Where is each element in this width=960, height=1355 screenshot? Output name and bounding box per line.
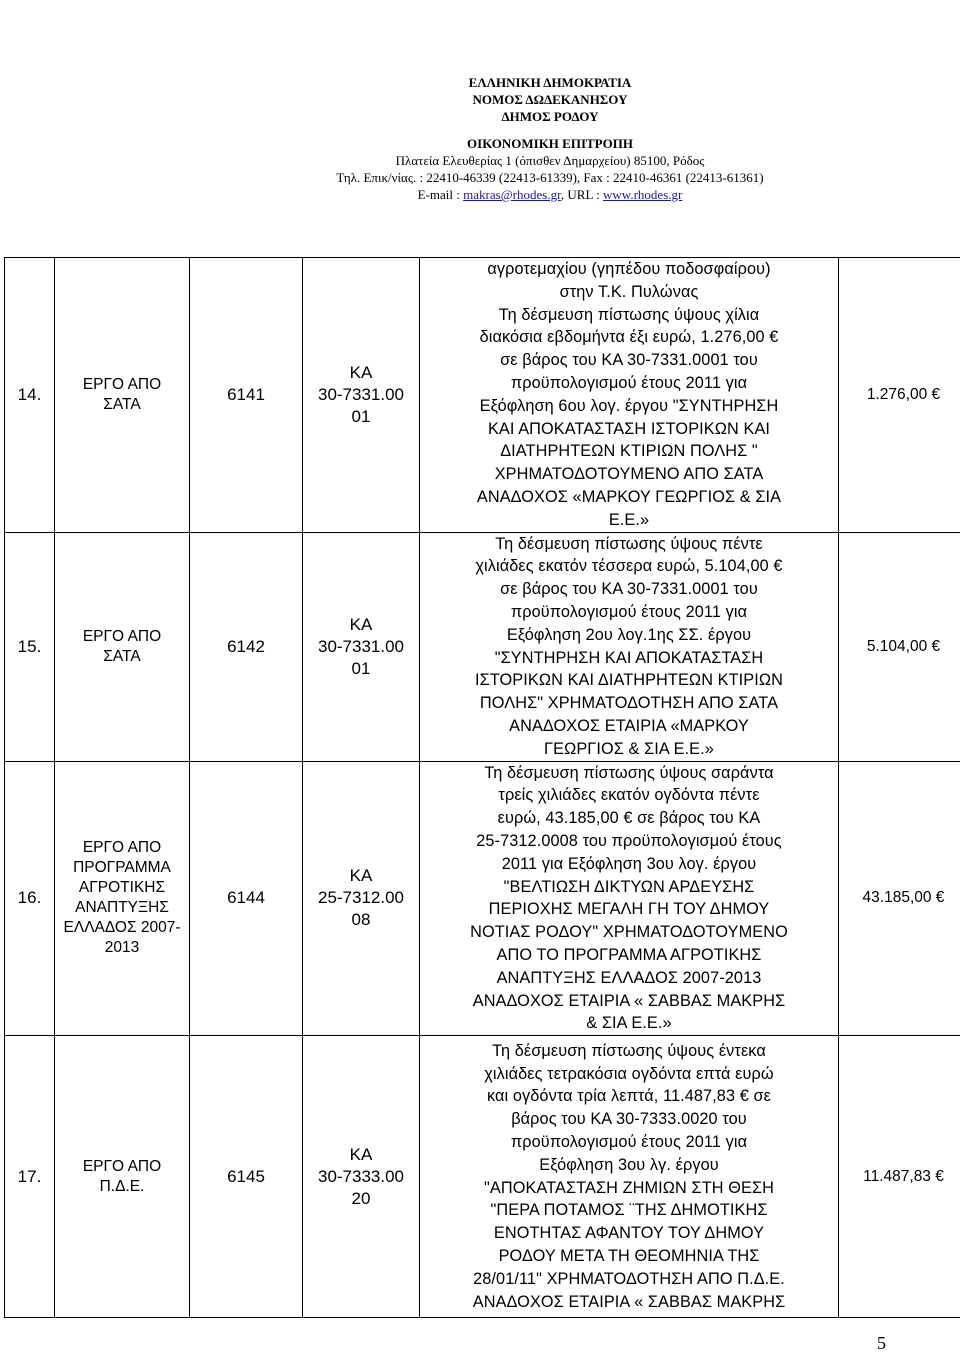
description-line: "ΒΕΛΤΙΩΣΗ ΔΙΚΤΥΩΝ ΑΡΔΕΥΣΗΣ bbox=[503, 877, 755, 896]
funding-source-line: ΑΓΡΟΤΙΚΗΣ bbox=[78, 879, 166, 897]
description-line: ΙΣΤΟΡΙΚΩΝ ΚΑΙ ΔΙΑΤΗΡΗΤΕΩΝ ΚΤΙΡΙΩΝ bbox=[474, 671, 784, 690]
description-line: Τη δέσμευση πίστωσης ύψους σαράντα bbox=[484, 763, 774, 782]
description-line: 28/01/11" ΧΡΗΜΑΤΟΔΟΤΗΣΗ ΑΠΟ Π.Δ.Ε. bbox=[473, 1269, 785, 1288]
description-line: τρείς χιλιάδες εκατόν ογδόντα πέντε bbox=[498, 786, 760, 805]
description-line: ΔΙΑΤΗΡΗΤΕΩΝ ΚΤΙΡΙΩΝ ΠΟΛΗΣ " bbox=[500, 442, 758, 461]
description-line: ΧΡΗΜΑΤΟΔΟΤΟΥΜΕΝΟ ΑΠΟ ΣΑΤΑ bbox=[494, 465, 764, 484]
budget-code-line: 30-7333.00 bbox=[317, 1166, 405, 1186]
row-number-text: 17. bbox=[17, 1166, 42, 1186]
budget-code bbox=[303, 761, 420, 1036]
description-line: ΠΟΛΗΣ" ΧΡΗΜΑΤΟΔΟΤΗΣΗ ΑΠΟ ΣΑΤΑ bbox=[479, 694, 779, 713]
amount bbox=[839, 1036, 960, 1318]
document-header bbox=[300, 74, 800, 203]
funding-source-line: ΕΡΓΟ ΑΠΟ bbox=[82, 839, 162, 857]
row-number bbox=[5, 532, 55, 761]
description-line: ΕΝΟΤΗΤΑΣ ΑΦΑΝΤΟΥ ΤΟΥ ΔΗΜΟΥ bbox=[493, 1224, 765, 1243]
description bbox=[420, 532, 839, 761]
funding-source-line: ΣΑΤΑ bbox=[103, 395, 141, 413]
funding-source-line: Π.Δ.Ε. bbox=[99, 1177, 145, 1195]
row-number-text: 14. bbox=[17, 384, 42, 404]
url-link[interactable]: www.rhodes.gr bbox=[603, 187, 683, 202]
budget-code-line: 30-7331.00 bbox=[317, 636, 405, 656]
budget-code-line: 08 bbox=[351, 910, 371, 930]
description-line: Τη δέσμευση πίστωσης ύψους έντεκα bbox=[492, 1041, 766, 1060]
budget-code-line: 30-7331.00 bbox=[317, 384, 405, 404]
description-line: ΑΝΑΔΟΧΟΣ ΕΤΑΙΡΙΑ «ΜΑΡΚΟΥ bbox=[509, 716, 749, 735]
record-code-text: 6145 bbox=[227, 1166, 265, 1186]
funding-source-line: ΕΡΓΟ ΑΠΟ bbox=[82, 1157, 162, 1175]
url-label: , URL : bbox=[560, 187, 604, 202]
description-line: "ΑΠΟΚΑΤΑΣΤΑΣΗ ΖΗΜΙΩΝ ΣΤΗ ΘΕΣΗ bbox=[484, 1178, 774, 1197]
funding-source-line: ΣΑΤΑ bbox=[103, 647, 141, 665]
description bbox=[420, 1036, 839, 1318]
phone-line: Τηλ. Επικ/νίας. : 22410-46339 (22413-61339), Fax : 22410-46361 (22413-61361) bbox=[336, 170, 764, 185]
funding-source-line: ΑΝΑΠΤΥΞΗΣ bbox=[75, 899, 169, 917]
org-line-2: ΝΟΜΟΣ ΔΩΔΕΚΑΝΗΣΟΥ bbox=[472, 92, 628, 107]
description-line: ΠΕΡΙΟΧΗΣ ΜΕΓΑΛΗ ΓΗ ΤΟΥ ΔΗΜΟΥ bbox=[488, 900, 770, 919]
org-line-1: ΕΛΛΗΝΙΚΗ ΔΗΜΟΚΡΑΤΙΑ bbox=[468, 75, 632, 90]
row-number bbox=[5, 1036, 55, 1318]
description-line: ΚΑΙ ΑΠΟΚΑΤΑΣΤΑΣΗ ΙΣΤΟΡΙΚΩΝ ΚΑΙ bbox=[487, 419, 771, 438]
description-line: στην Τ.Κ. Πυλώνας bbox=[559, 282, 699, 301]
funding-source bbox=[55, 532, 190, 761]
address-line: Πλατεία Ελευθερίας 1 (όπισθεν Δημαρχείου) 85100, Ρόδος bbox=[395, 153, 705, 168]
description-line: & ΣΙΑ Ε.Ε.» bbox=[586, 1014, 672, 1033]
description-line: ΝΟΤΙΑΣ ΡΟΔΟΥ" ΧΡΗΜΑΤΟΔΟΤΟΥΜΕΝΟ bbox=[470, 923, 788, 942]
description-line: προϋπολογισμού έτους 2011 για bbox=[510, 1133, 748, 1151]
description-line: "ΠΕΡΑ ΠΟΤΑΜΟΣ ¨ΤΗΣ ΔΗΜΟΤΙΚΗΣ bbox=[490, 1201, 768, 1220]
email-label: E-mail : bbox=[417, 187, 464, 202]
amount-text: 5.104,00 € bbox=[866, 637, 941, 655]
description-line: προϋπολογισμού έτους 2011 για bbox=[510, 373, 748, 392]
description-line: σε βάρος του ΚΑ 30-7331.0001 του bbox=[500, 580, 758, 599]
amount bbox=[839, 532, 960, 761]
row-number bbox=[5, 761, 55, 1036]
budget-code-line: ΚΑ bbox=[349, 866, 373, 886]
description-line: Εξόφληση 2ου λογ.1ης ΣΣ. έργου bbox=[506, 625, 752, 644]
budget-code-line: ΚΑ bbox=[349, 1144, 373, 1164]
description-line: 25-7312.0008 του προϋπολογισμού έτους bbox=[476, 831, 782, 850]
email-link[interactable]: makras@rhodes.gr bbox=[463, 187, 561, 202]
record-code bbox=[190, 258, 303, 533]
description-line: Εξόφληση 6ου λογ. έργου "ΣΥΝΤΗΡΗΣΗ bbox=[479, 396, 779, 415]
description-line: ΑΝΑΔΟΧΟΣ ΕΤΑΙΡΙΑ « ΣΑΒΒΑΣ ΜΑΚΡΗΣ bbox=[472, 1292, 786, 1311]
org-line-3: ΔΗΜΟΣ ΡΟΔΟΥ bbox=[501, 109, 599, 124]
amount-text: 43.185,00 € bbox=[862, 889, 945, 907]
description-line: χιλιάδες εκατόν τέσσερα ευρώ, 5.104,00 € bbox=[475, 557, 783, 576]
description bbox=[420, 258, 839, 533]
description-line: χιλιάδες τετρακόσια ογδόντα επτά ευρώ bbox=[484, 1064, 774, 1083]
budget-code-line: 01 bbox=[351, 406, 371, 426]
committee-title: ΟΙΚΟΝΟΜΙΚΗ ΕΠΙΤΡΟΠΗ bbox=[467, 136, 633, 151]
description-line: ευρώ, 43.185,00 € σε βάρος του ΚΑ bbox=[497, 809, 761, 828]
description-line: αγροτεμαχίου (γηπέδου ποδοσφαίρου) bbox=[487, 260, 771, 278]
budget-code-line: ΚΑ bbox=[349, 362, 373, 382]
budget-code bbox=[303, 1036, 420, 1318]
funding-source-line: 2013 bbox=[104, 939, 140, 957]
record-code bbox=[190, 532, 303, 761]
description-line: ΑΝΑΔΟΧΟΣ «ΜΑΡΚΟΥ ΓΕΩΡΓΙΟΣ & ΣΙΑ bbox=[476, 487, 782, 506]
funding-source bbox=[55, 258, 190, 533]
description-line: προϋπολογισμού έτους 2011 για bbox=[510, 602, 748, 621]
description-line: Εξόφληση 3ου λγ. έργου bbox=[539, 1155, 719, 1174]
table-row bbox=[5, 1036, 960, 1318]
funding-source bbox=[55, 1036, 190, 1318]
description-line: βάρος του ΚΑ 30-7333.0020 του bbox=[511, 1110, 747, 1129]
expenses-table bbox=[4, 257, 960, 1318]
description-line: Τη δέσμευση πίστωσης ύψους πέντε bbox=[495, 534, 763, 553]
amount bbox=[839, 761, 960, 1036]
description bbox=[420, 761, 839, 1036]
funding-source-line: ΕΡΓΟ ΑΠΟ bbox=[82, 375, 162, 393]
description-line: "ΣΥΝΤΗΡΗΣΗ ΚΑΙ ΑΠΟΚΑΤΑΣΤΑΣΗ bbox=[494, 648, 764, 667]
description-line: ΑΠΟ ΤΟ ΠΡΟΓΡΑΜΜΑ ΑΓΡΟΤΙΚΗΣ bbox=[496, 945, 762, 964]
budget-code bbox=[303, 258, 420, 533]
description-line: ΓΕΩΡΓΙΟΣ & ΣΙΑ Ε.Ε.» bbox=[544, 739, 714, 758]
table-row bbox=[5, 761, 960, 1036]
amount-text: 11.487,83 € bbox=[863, 1167, 944, 1185]
funding-source-line: ΕΛΛΑΔΟΣ 2007- bbox=[63, 919, 181, 937]
description-line: 2011 για Εξόφληση 3ου λογ. έργου bbox=[501, 854, 757, 873]
page-number: 5 bbox=[877, 1333, 886, 1353]
description-line: διακόσια εβδομήντα έξι ευρώ, 1.276,00 € bbox=[479, 328, 779, 347]
description-line: ΑΝΑΔΟΧΟΣ ΕΤΑΙΡΙΑ « ΣΑΒΒΑΣ ΜΑΚΡΗΣ bbox=[472, 991, 786, 1010]
funding-source bbox=[55, 761, 190, 1036]
amount bbox=[839, 258, 960, 533]
contact-line bbox=[300, 186, 800, 203]
record-code bbox=[190, 761, 303, 1036]
description-line: ΡΟΔΟΥ ΜΕΤΑ ΤΗ ΘΕΟΜΗΝΙΑ ΤΗΣ bbox=[498, 1246, 760, 1265]
amount-text: 1.276,00 € bbox=[866, 385, 941, 403]
row-number bbox=[5, 258, 55, 533]
budget-code-line: ΚΑ bbox=[349, 614, 373, 634]
description-line: Τη δέσμευση πίστωσης ύψους χίλια bbox=[498, 305, 760, 324]
description-line: ΑΝΑΠΤΥΞΗΣ ΕΛΛΑΔΟΣ 2007-2013 bbox=[496, 968, 762, 987]
table-row bbox=[5, 258, 960, 533]
record-code-text: 6142 bbox=[227, 636, 265, 656]
record-code bbox=[190, 1036, 303, 1318]
record-code-text: 6141 bbox=[227, 384, 265, 404]
budget-code bbox=[303, 532, 420, 761]
budget-code-line: 20 bbox=[351, 1188, 371, 1208]
description-line: σε βάρος του ΚΑ 30-7331.0001 του bbox=[500, 351, 758, 370]
table-row bbox=[5, 532, 960, 761]
budget-code-line: 01 bbox=[351, 658, 371, 678]
budget-code-line: 25-7312.00 bbox=[317, 888, 405, 908]
record-code-text: 6144 bbox=[227, 888, 265, 908]
description-line: και ογδόντα τρία λεπτά, 11.487,83 € σε bbox=[486, 1087, 772, 1106]
funding-source-line: ΠΡΟΓΡΑΜΜΑ bbox=[73, 859, 171, 877]
funding-source-line: ΕΡΓΟ ΑΠΟ bbox=[82, 627, 162, 645]
row-number-text: 16. bbox=[17, 888, 42, 908]
row-number-text: 15. bbox=[17, 636, 42, 656]
description-line: Ε.Ε.» bbox=[608, 510, 650, 529]
